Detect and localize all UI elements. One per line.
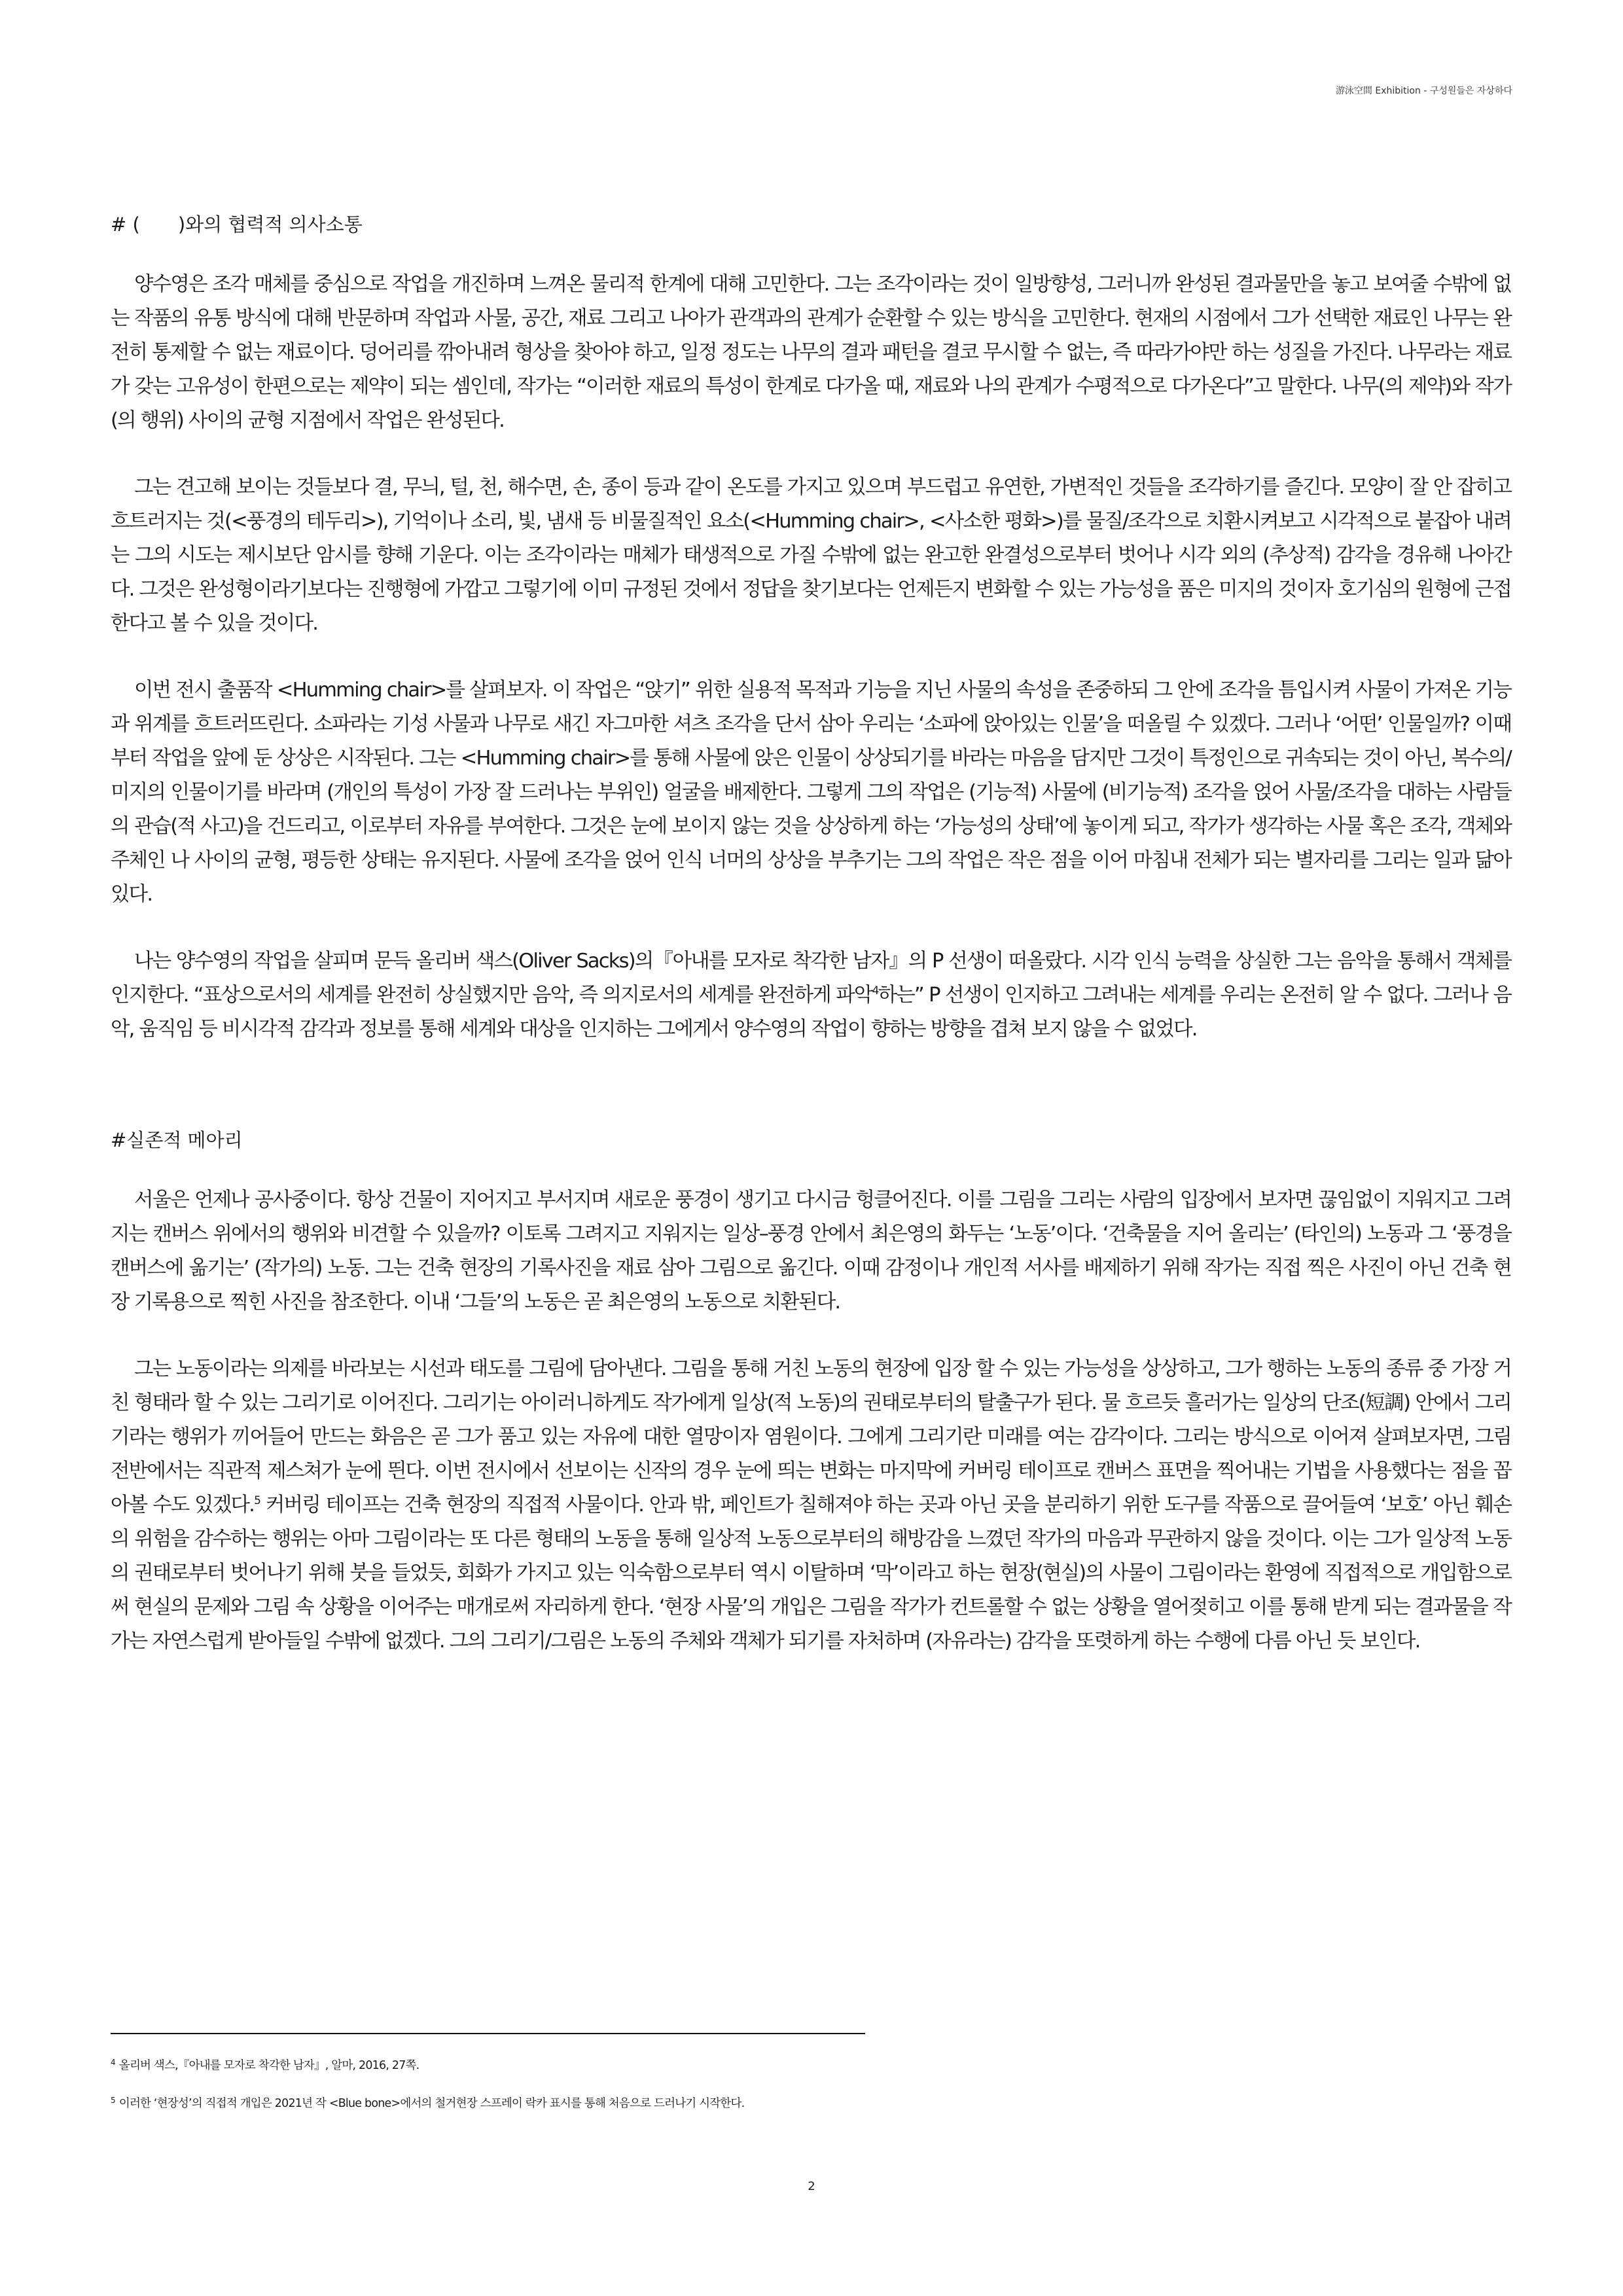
section-heading-collaborative-communication: # ( )와의 협력적 의사소통 <box>111 213 363 236</box>
paragraph: 서울은 언제나 공사중이다. 항상 건물이 지어지고 부서지며 새로운 풍경이 생기고 다시금 헝클어진다. 이를 그림을 그리는 사람의 입장에서 보자면 끊임없이 지워지고 그려지는 캔버스 위에서의 행위와 비견할 수 있을까? 이토록 그려지고 지워지는 일상–풍경 안에서 최은영의 화두는 ‘노동’이다. ‘건축물을 지어 올리는’ (타인의) 노동과 그 ‘풍경을 캔버스에 옮기는’ (작가의) 노동. 그는 건축 현장의 기록사진을 재료 삼아 그림으로 옮긴다. 이때 감정이나 개인적 서사를 배제하기 위해 작가는 직접 찍은 사진이 아닌 건축 현장 기록용으로 찍힌 사진을 참조한다. 이내 ‘그들’의 노동은 곧 최은영의 노동으로 치환된다. <box>111 1189 1511 1314</box>
footnote-5: $^5$ 이러한 ‘현장성’의 직접적 개입은 2021년 작 <Blue bone>에서의 철거현장 스프레이 락카 표시를 통해 처음으로 드러나기 시작한다. <box>111 2096 745 2110</box>
footnote-ref-4[interactable]: 4 <box>872 984 878 997</box>
paragraph: 그는 견고해 보이는 것들보다 결, 무늬, 털, 천, 해수면, 손, 종이 등과 같이 온도를 가지고 있으며 부드럽고 유연한, 가변적인 것들을 조각하기를 즐긴다. 모양이 잘 안 잡히고 흐트러지는 것(<풍경의 테두리>), 기억이나 소리, 빛, 냄새 등 비물질적인 요소(<Humming chair>, <사소한 평화>)를 물질/조각으로 치환시켜보고 시각적으로 붙잡아 내려는 그의 시도는 제시보단 암시를 향해 기운다. 이는 조각이라는 매체가 태생적으로 가질 수밖에 없는 완고한 완결성으로부터 벗어나 시각 외의 (추상적) 감각을 경유해 나아간다. 그것은 완성형이라기보다는 진행형에 가깝고 그렇기에 이미 규정된 것에서 정답을 찾기보다는 언제든지 변화할 수 있는 가능성을 품은 미지의 것이자 호기심의 원형에 근접한다고 볼 수 있을 것이다. <box>111 476 1511 635</box>
main-content <box>111 208 1511 1691</box>
page-number: 2 <box>808 2179 815 2193</box>
section-spacer <box>111 1079 1511 1124</box>
section-heading-existential-echo: #실존적 메아리 <box>111 1129 243 1151</box>
footnotes <box>111 2053 1511 2129</box>
paragraph: 양수영은 조각 매체를 중심으로 작업을 개진하며 느껴온 물리적 한계에 대해 고민한다. 그는 조각이라는 것이 일방향성, 그러니까 완성된 결과물만을 놓고 보여줄 수밖에 없는 작품의 유통 방식에 대해 반문하며 작업과 사물, 공간, 재료 그리고 나아가 관객과의 관계가 순환할 수 있는 방식을 고민한다. 현재의 시점에서 그가 선택한 재료인 나무는 완전히 통제할 수 없는 재료이다. 덩어리를 깎아내려 형상을 찾아야 하고, 일정 정도는 나무의 결과 패턴을 결코 무시할 수 없는, 즉 따라가야만 하는 성질을 가진다. 나무라는 재료가 갖는 고유성이 한편으로는 제약이 되는 셈인데, 작가는 “이러한 재료의 특성이 한계로 다가올 때, 재료와 나의 관계가 수평적으로 다가온다”고 말한다. 나무(의 제약)와 작가(의 행위) 사이의 균형 지점에서 작업은 완성된다. <box>111 273 1511 432</box>
paragraph: 그는 노동이라는 의제를 바라보는 시선과 태도를 그림에 담아낸다. 그림을 통해 거친 노동의 현장에 입장 할 수 있는 가능성을 상상하고, 그가 행하는 노동의 종류 중 가장 거친 형태라 할 수 있는 그리기로 이어진다. 그리기는 아이러니하게도 작가에게 일상(적 노동)의 권태로부터의 탈출구가 된다. 물 흐르듯 흘러가는 일상의 단조(短調) 안에서 그리기라는 행위가 끼어들어 만드는 화음은 곧 그가 품고 있는 자유에 대한 열망이자 염원이다. 그에게 그리기란 미래를 여는 감각이다. 그리는 방식으로 이어져 살펴보자면, 그림 전반에서는 직관적 제스쳐가 눈에 띈다. 이번 전시에서 선보이는 신작의 경우 눈에 띄는 변화는 마지막에 커버링 테이프로 캔버스 표면을 찍어내는 기법을 사용했다는 점을 꼽아볼 수도 있겠다.$^5$ 커버링 테이프는 건축 현장의 직접적 사물이다. 안과 밖, 페인트가 칠해져야 하는 곳과 아닌 곳을 분리하기 위한 도구를 작품으로 끌어들여 ‘보호’ 아닌 훼손의 위험을 감수하는 행위는 아마 그림이라는 또 다른 형태의 노동을 통해 일상적 노동으로부터의 해방감을 느꼈던 작가의 마음과 무관하지 않을 것이다. 이는 그가 일상적 노동의 권태로부터 벗어나기 위해 붓을 들었듯, 회화가 가지고 있는 익숙함으로부터 역시 이탈하며 ‘막’이라고 하는 현장(현실)의 사물이 그림이라는 환영에 직접적으로 개입함으로써 현실의 문제와 그림 속 상황을 이어주는 매개로써 자리하게 한다. ‘현장 사물’의 개입은 그림을 작가가 컨트롤할 수 없는 상황을 열어젖히고 이를 통해 받게 되는 결과물을 작가는 자연스럽게 받아들일 수밖에 없겠다. 그의 그리기/그림은 노동의 주체와 객체가 되기를 자처하며 (자유라는) 감각을 또렷하게 하는 수행에 다름 아닌 듯 보인다. <box>111 1357 1512 1653</box>
paragraph: 이번 전시 출품작 <Humming chair>를 살펴보자. 이 작업은 “앉기” 위한 실용적 목적과 기능을 지닌 사물의 속성을 존중하되 그 안에 조각을 틈입시켜 사물이 가져온 기능과 위계를 흐트러뜨린다. 소파라는 기성 사물과 나무로 새긴 자그마한 셔츠 조각을 단서 삼아 우리는 ‘소파에 앉아있는 인물’을 떠올릴 수 있겠다. 그러나 ‘어떤’ 인물일까? 이때부터 작업을 앞에 둔 상상은 시작된다. 그는 <Humming chair>를 통해 사물에 앉은 인물이 상상되기를 바라는 마음을 담지만 그것이 특정인으로 귀속되는 것이 아닌, 복수의/미지의 인물이기를 바라며 (개인의 특성이 가장 잘 드러나는 부위인) 얼굴을 배제한다. 그렇게 그의 작업은 (기능적) 사물에 (비기능적) 조각을 얹어 사물/조각을 대하는 사람들의 관습(적 사고)을 건드리고, 이로부터 자유를 부여한다. 그것은 눈에 보이지 않는 것을 상상하게 하는 ‘가능성의 상태’에 놓이게 되고, 작가가 생각하는 사물 혹은 조각, 객체와 주체인 나 사이의 균형, 평등한 상태는 유지된다. 사물에 조각을 얹어 인식 너머의 상상을 부추기는 그의 작업은 작은 점을 이어 마침내 전체가 되는 별자리를 그리는 일과 닮아있다. <box>111 679 1511 906</box>
footnote-divider <box>111 2033 865 2034</box>
footnote-ref-5[interactable]: 5 <box>254 1494 260 1507</box>
paragraph: 나는 양수영의 작업을 살피며 문득 올리버 색스(Oliver Sacks)의『아내를 모자로 착각한 남자』의 P 선생이 떠올랐다. 시각 인식 능력을 상실한 그는 음악을 통해서 객체를 인지한다. “표상으로서의 세계를 완전히 상실했지만 음악, 즉 의지로서의 세계를 완전하게 파악$^4$하는” P 선생이 인지하고 그려내는 세계를 우리는 온전히 알 수 없다. 그러나 음악, 움직임 등 비시각적 감각과 정보를 통해 세계와 대상을 인지하는 그에게서 양수영의 작업이 향하는 방향을 겹쳐 보지 않을 수 없었다. <box>111 950 1511 1041</box>
footnote-4: $^4$ 올리버 색스,『아내를 모자로 착각한 남자』, 알마, 2016, 27쪽. <box>111 2058 419 2072</box>
running-header: 游泳空間 Exhibition - 구성원들은 자상하다 <box>1335 86 1512 96</box>
